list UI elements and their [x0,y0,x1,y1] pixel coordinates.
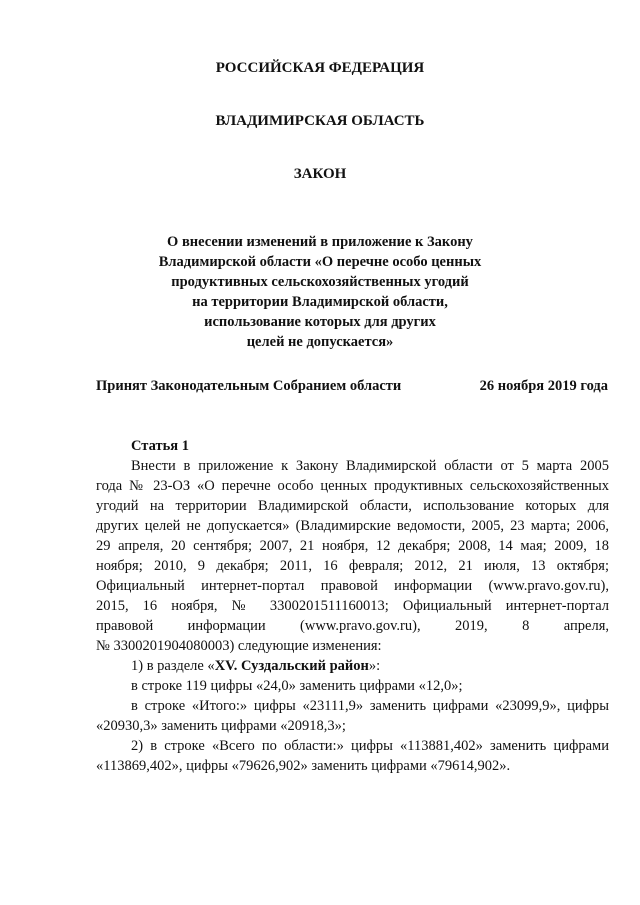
article-line: 29 апреля, 20 сентября; 2007, 21 ноября, 12 декабря; 2008, 14 мая; 2009, 18 [96,538,609,554]
amendment-item-2-cont: «113869,402», цифры «79626,902» заменить цифрами «79614,902». [96,758,511,774]
doc-type-heading: ЗАКОН [293,166,347,182]
amendment-row-total: в строке «Итого:» цифры «23111,9» заменить цифрами «23099,9», цифры [131,698,609,714]
article-line: № 3300201904080003) следующие изменения: [96,638,382,654]
law-title-line: продуктивных сельскохозяйственных угодий [171,274,469,290]
amendment-item-1 [131,658,380,675]
section-name: XV. Суздальский район [214,658,369,674]
amendment-item-1-suffix: »: [368,658,381,674]
law-title-line: использование которых для других [204,314,436,330]
article-line: Официальный интернет-портал правовой информации (www.pravo.gov.ru), [96,578,609,594]
article-line: Внести в приложение к Закону Владимирской области от 5 марта 2005 [131,458,609,474]
law-title-line: О внесении изменений в приложение к Закону [167,234,473,250]
adoption-date: 26 ноября 2019 года [479,378,608,394]
law-title-line: на территории Владимирской области, [192,294,448,310]
law-title-line: Владимирской области «О перечне особо ценных [158,254,482,270]
amendment-row-119: в строке 119 цифры «24,0» заменить цифрами «12,0»; [131,678,463,694]
amendment-row-total-cont: «20930,3» заменить цифрами «20918,3»; [96,718,346,734]
article-line: ноября; 2010, 9 декабря; 2011, 16 февраля; 2012, 21 июля, 13 октября; [96,558,609,574]
article-line: года № 23-ОЗ «О перечне особо ценных продуктивных сельскохозяйственных [96,478,609,494]
article-line: других целей не допускается» (Владимирские ведомости, 2005, 23 марта; 2006, [96,518,609,534]
region-heading: ВЛАДИМИРСКАЯ ОБЛАСТЬ [215,113,425,129]
amendment-item-2: 2) в строке «Всего по области:» цифры «113881,402» заменить цифрами [131,738,609,754]
article-line: правовой информации (www.pravo.gov.ru), 2019, 8 апреля, [96,618,609,634]
country-heading: РОССИЙСКАЯ ФЕДЕРАЦИЯ [215,60,425,76]
law-title-line: целей не допускается» [246,334,394,350]
article-heading: Статья 1 [131,438,189,454]
article-line: угодий на территории Владимирской области, использование которых для [96,498,609,514]
article-line: 2015, 16 ноября, № 3300201511160013; Официальный интернет-портал [96,598,609,614]
adopted-by: Принят Законодательным Собранием области [96,378,402,394]
amendment-item-1-prefix: 1) в разделе « [131,658,215,674]
